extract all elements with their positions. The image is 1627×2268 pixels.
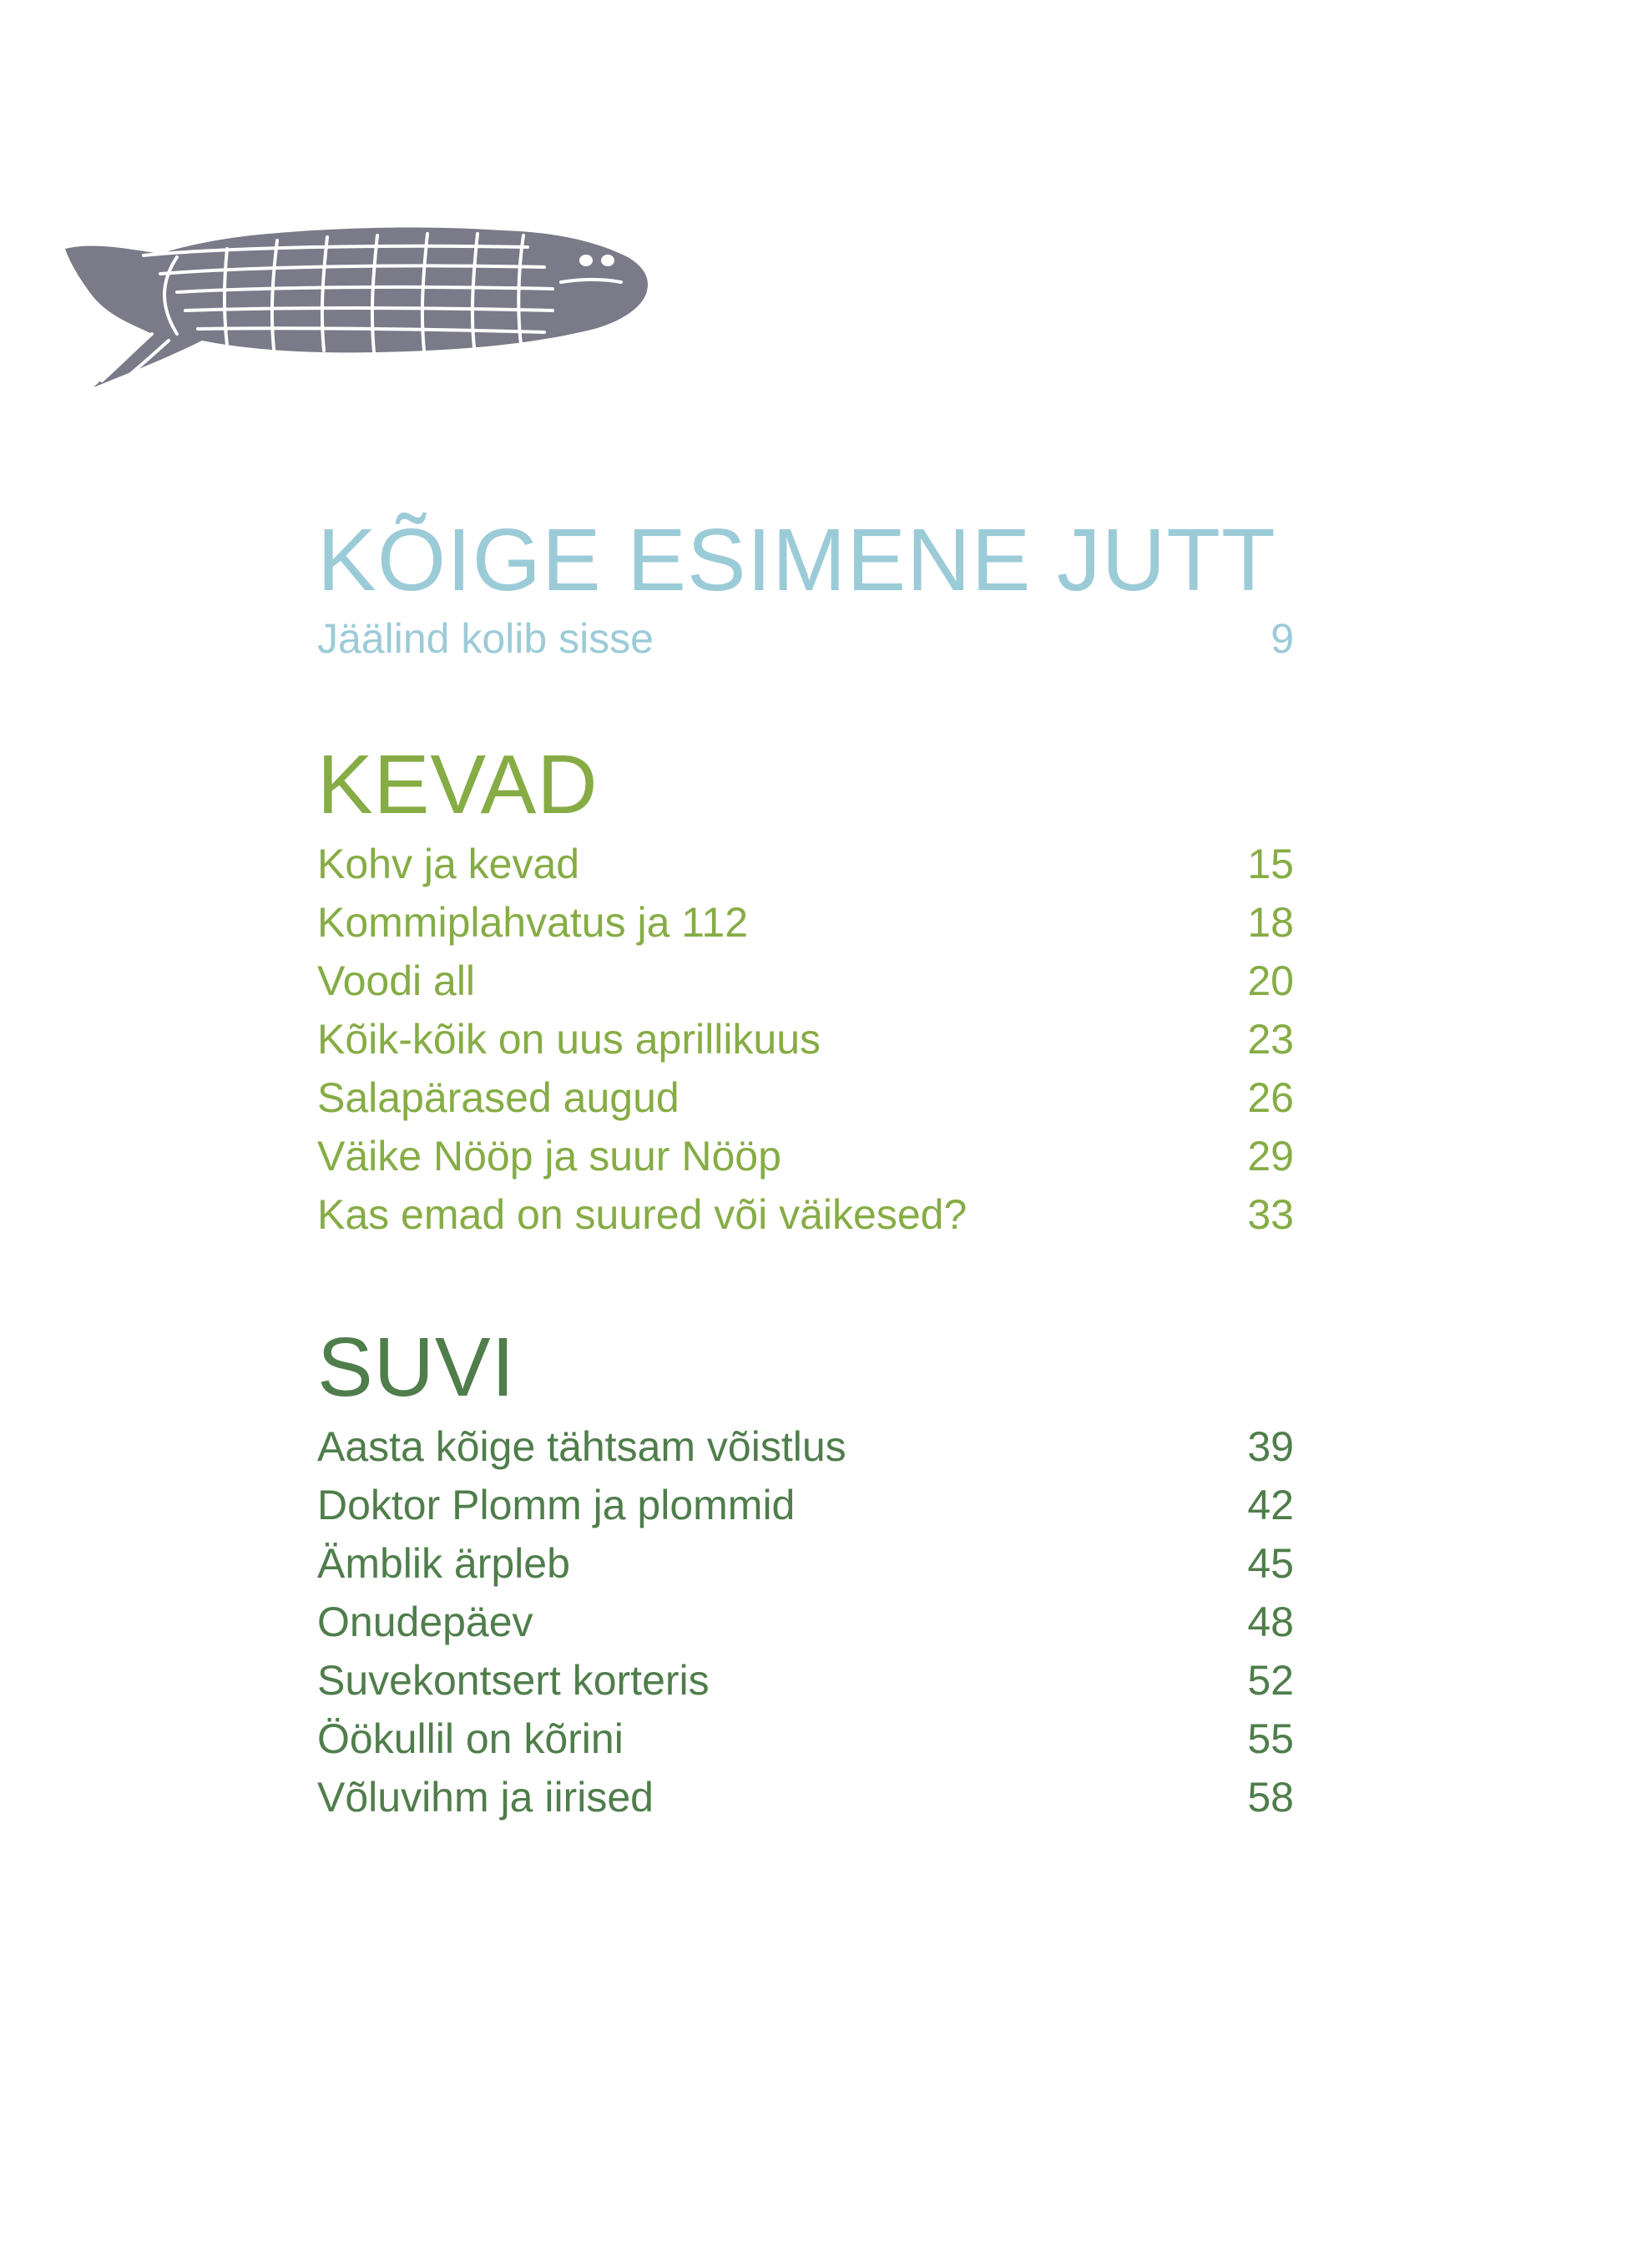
entry-title: Võluvihm ja iirised <box>317 1774 654 1821</box>
section-title: KEVAD <box>317 738 599 831</box>
toc-entry[interactable] <box>317 1768 1294 1826</box>
entry-title: Kommiplahvatus ja 112 <box>317 899 749 946</box>
toc-entry[interactable] <box>317 835 1294 893</box>
entry-page-number: 23 <box>1247 1016 1294 1063</box>
entry-page-number: 33 <box>1247 1191 1294 1238</box>
entry-page-number: 42 <box>1247 1482 1294 1528</box>
entry-title: Väike Nööp ja suur Nööp <box>317 1133 781 1179</box>
entry-title: Ämblik ärpleb <box>317 1540 570 1587</box>
toc-entry[interactable] <box>317 952 1294 1010</box>
fish-icon <box>60 224 654 389</box>
toc-entry[interactable] <box>317 1476 1294 1534</box>
entry-page-number: 52 <box>1247 1657 1294 1704</box>
entry-page-number: 29 <box>1247 1133 1294 1179</box>
toc-entry[interactable] <box>317 1127 1294 1185</box>
entry-title: Kohv ja kevad <box>317 841 580 887</box>
entry-title: Kõik-kõik on uus aprillikuus <box>317 1016 821 1063</box>
entry-page-number: 58 <box>1247 1774 1294 1821</box>
entry-page-number: 20 <box>1247 957 1294 1004</box>
entry-title: Onudepäev <box>317 1599 533 1645</box>
entry-list <box>317 835 1294 1244</box>
entry-title: Aasta kõige tähtsam võistlus <box>317 1423 846 1470</box>
toc-entry[interactable] <box>317 1417 1294 1476</box>
section-title: SUVI <box>317 1321 516 1414</box>
entry-list <box>317 1417 1294 1826</box>
entry-title: Kas emad on suured või väikesed? <box>317 1191 968 1238</box>
toc-entry[interactable] <box>317 1010 1294 1068</box>
entry-title: Jäälind kolib sisse <box>317 615 654 662</box>
toc-entry[interactable] <box>317 609 1294 668</box>
toc-entry[interactable] <box>317 1593 1294 1651</box>
entry-title: Suvekontsert korteris <box>317 1657 710 1704</box>
toc-entry[interactable] <box>317 1185 1294 1244</box>
toc-entry[interactable] <box>317 1710 1294 1768</box>
entry-title: Öökullil on kõrini <box>317 1715 624 1762</box>
entry-page-number: 55 <box>1247 1715 1294 1762</box>
entry-page-number: 18 <box>1247 899 1294 946</box>
entry-title: Voodi all <box>317 957 476 1004</box>
toc-entry[interactable] <box>317 1068 1294 1127</box>
entry-page-number: 48 <box>1247 1599 1294 1645</box>
entry-page-number: 15 <box>1247 841 1294 887</box>
toc-entry[interactable] <box>317 1651 1294 1710</box>
entry-list <box>317 609 1294 668</box>
entry-page-number: 26 <box>1247 1074 1294 1121</box>
entry-page-number: 45 <box>1247 1540 1294 1587</box>
entry-title: Doktor Plomm ja plommid <box>317 1482 796 1528</box>
section-title: KÕIGE ESIMENE JUTT <box>317 511 1276 609</box>
toc-entry[interactable] <box>317 1534 1294 1593</box>
toc-entry[interactable] <box>317 893 1294 952</box>
entry-title: Salapärased augud <box>317 1074 680 1121</box>
entry-page-number: 39 <box>1247 1423 1294 1470</box>
entry-page-number: 9 <box>1271 615 1294 662</box>
